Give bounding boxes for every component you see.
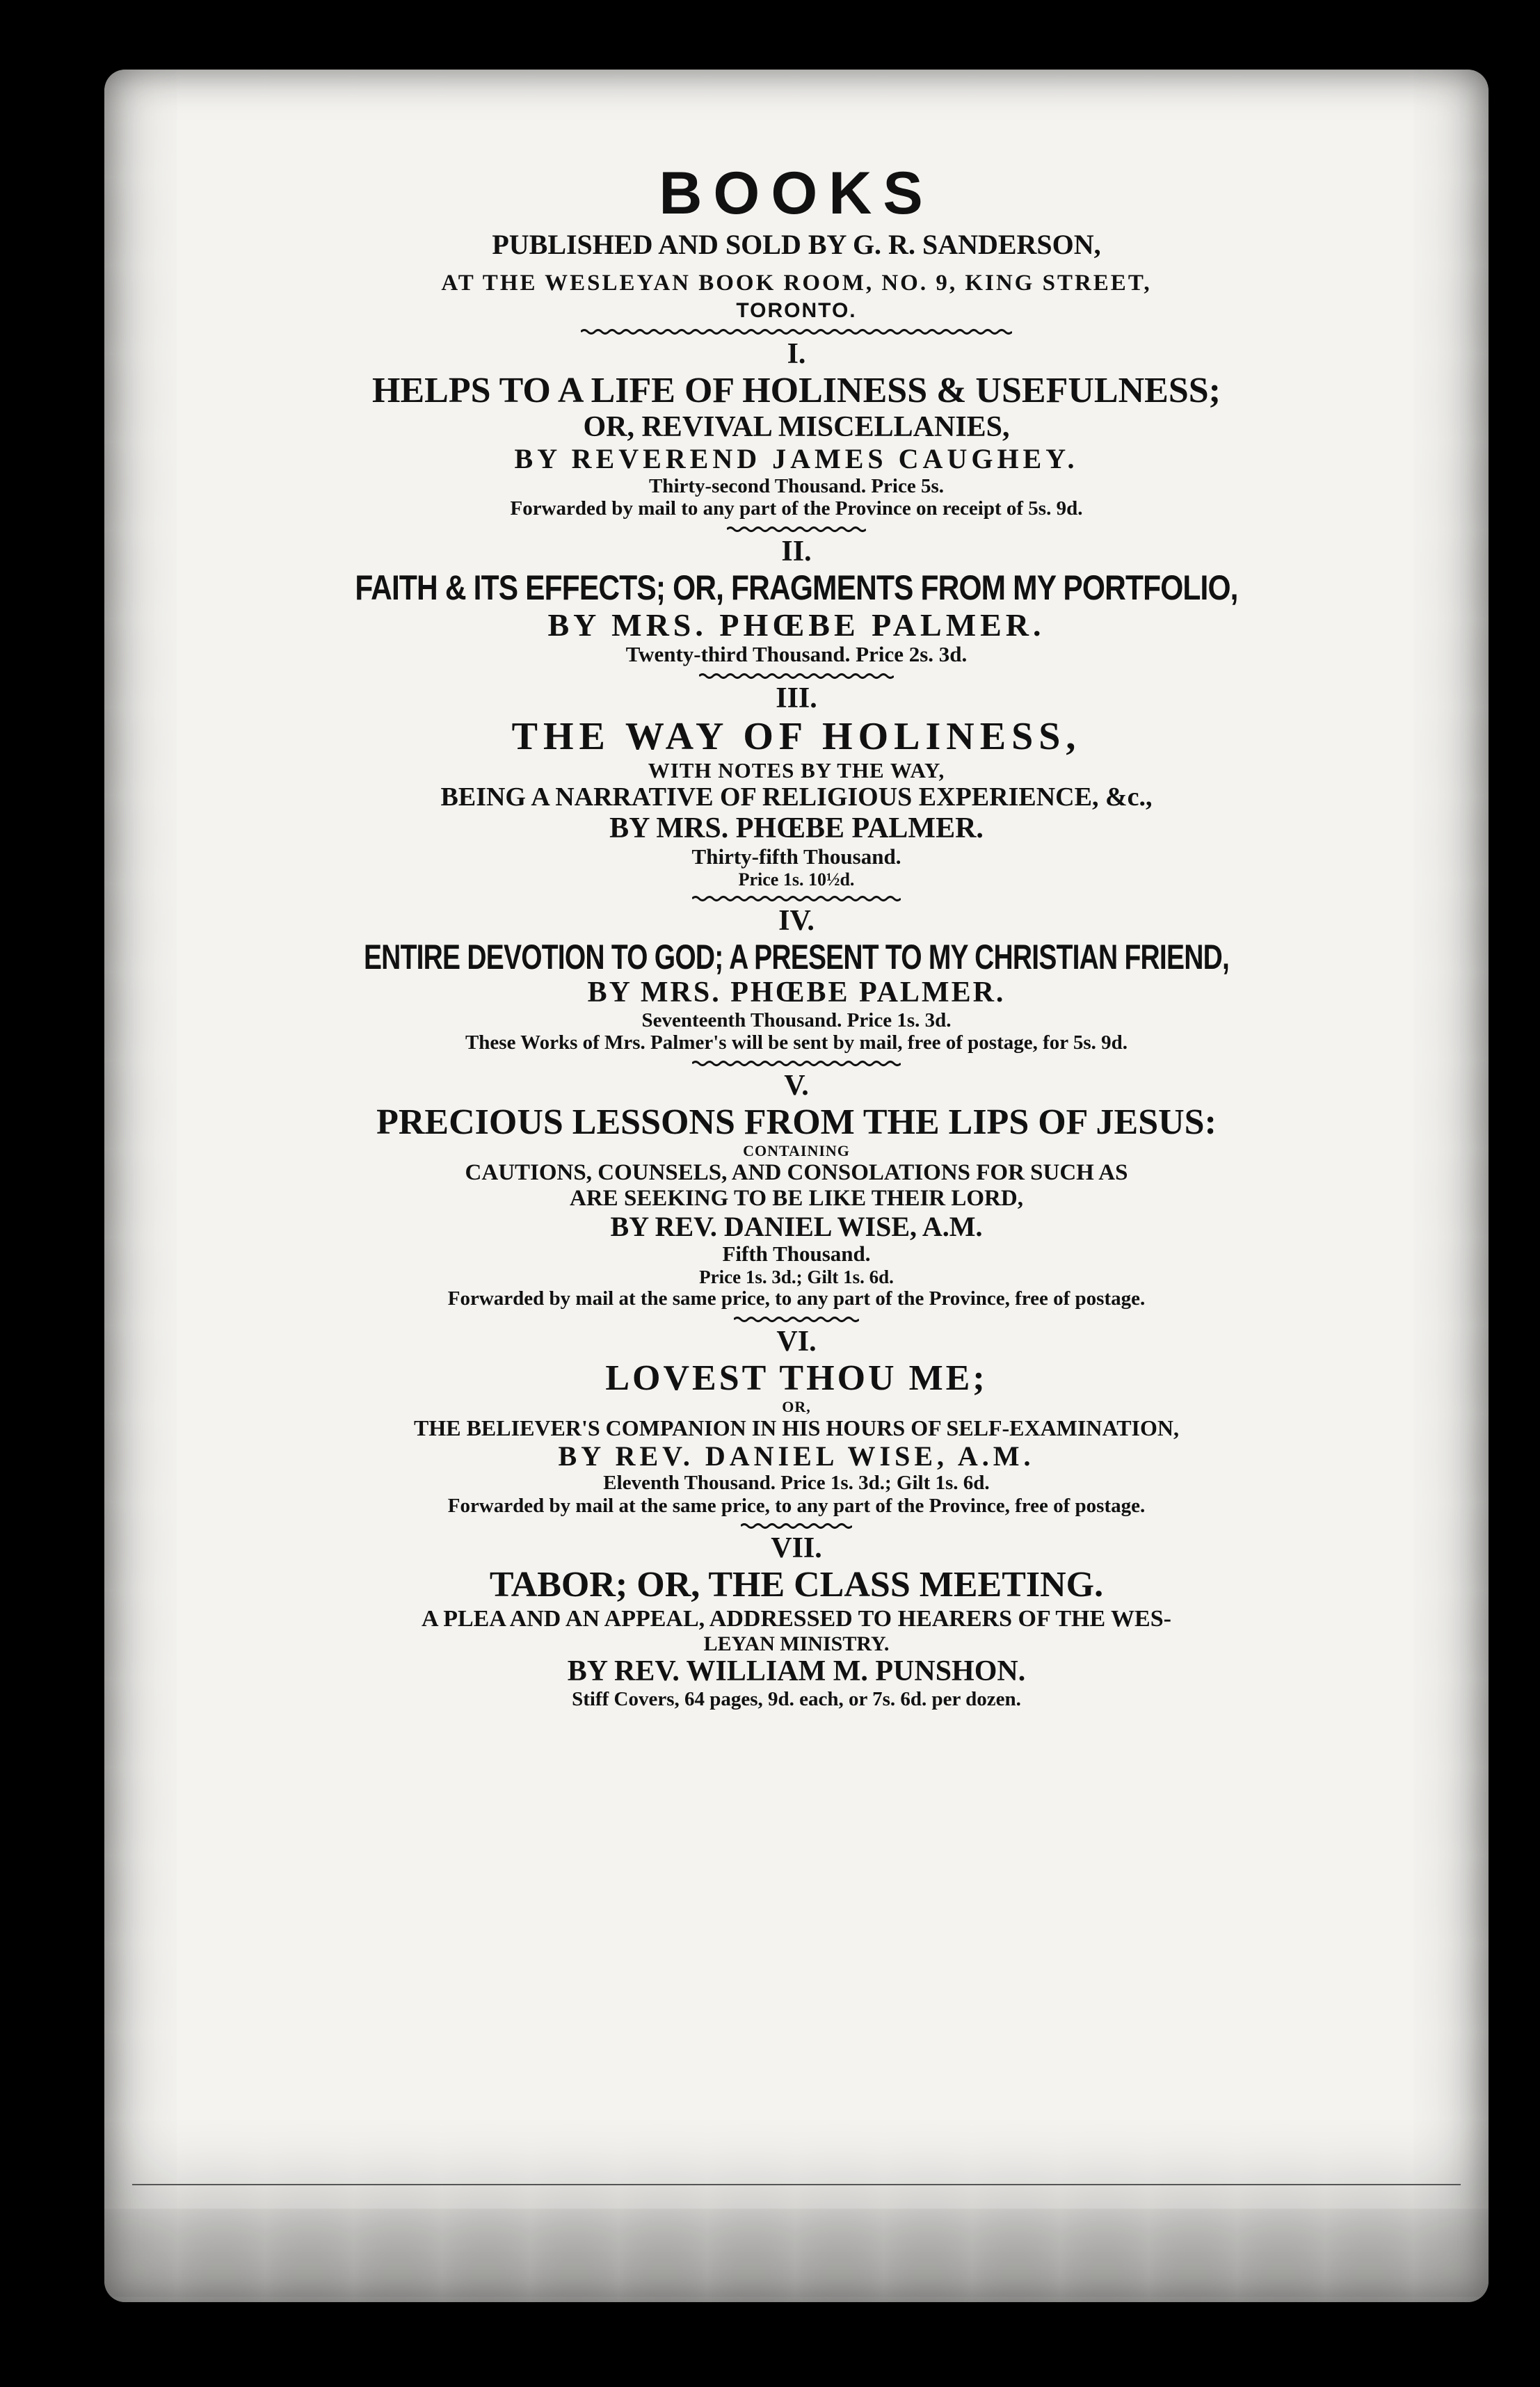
- book-4-note: These Works of Mrs. Palmer's will be sent by mail, free of postage, for 5s. 9d.: [465, 1031, 1128, 1054]
- book-5-title: PRECIOUS LESSONS FROM THE LIPS OF JESUS:: [376, 1102, 1217, 1142]
- book-7-title: TABOR; OR, THE CLASS MEETING.: [489, 1565, 1104, 1605]
- wavy-divider: [160, 1316, 1433, 1323]
- wavy-divider: [160, 673, 1433, 680]
- book-5-edition: Fifth Thousand.: [722, 1241, 871, 1267]
- book-5-note: Forwarded by mail at the same price, to any part of the Province, free of postage.: [447, 1287, 1146, 1310]
- book-7-subtitle-2: LEYAN MINISTRY.: [703, 1632, 890, 1655]
- book-6-note: Forwarded by mail at the same price, to any part of the Province, free of postage.: [447, 1494, 1146, 1517]
- book-1-numeral: I.: [787, 337, 806, 370]
- book-5-subtitle: CAUTIONS, COUNSELS, AND CONSOLATIONS FOR SUCH AS: [465, 1159, 1128, 1185]
- book-7-numeral: VII.: [771, 1532, 822, 1565]
- wavy-divider: [160, 895, 1433, 902]
- book-6-author: BY REV. DANIEL WISE, A.M.: [558, 1440, 1035, 1472]
- book-5-subtitle-2: ARE SEEKING TO BE LIKE THEIR LORD,: [570, 1185, 1023, 1211]
- book-1-subtitle: OR, REVIVAL MISCELLANIES,: [583, 410, 1010, 443]
- book-3-author: BY MRS. PHŒBE PALMER.: [609, 812, 984, 844]
- publisher-line: PUBLISHED AND SOLD BY G. R. SANDERSON,: [492, 229, 1101, 261]
- book-5-author: BY REV. DANIEL WISE, A.M.: [610, 1210, 983, 1242]
- book-6-numeral: VI.: [776, 1325, 817, 1358]
- book-5-numeral: V.: [784, 1069, 809, 1102]
- book-2-author: BY MRS. PHŒBE PALMER.: [547, 606, 1045, 643]
- book-1-edition: Thirty-second Thousand. Price 5s.: [648, 474, 945, 497]
- book-6-edition: Eleventh Thousand. Price 1s. 3d.; Gilt 1s. 6d.: [603, 1472, 990, 1495]
- address-line: AT THE WESLEYAN BOOK ROOM, NO. 9, KING STREET,: [441, 271, 1152, 296]
- book-5-containing: CONTAINING: [743, 1142, 850, 1160]
- book-3-title: THE WAY OF HOLINESS,: [511, 714, 1082, 758]
- book-6-subtitle: THE BELIEVER'S COMPANION IN HIS HOURS OF SELF-EXAMINATION,: [414, 1415, 1179, 1440]
- wavy-divider: [160, 328, 1433, 335]
- book-1-note: Forwarded by mail to any part of the Province on receipt of 5s. 9d.: [510, 497, 1083, 520]
- book-4-numeral: IV.: [778, 904, 815, 937]
- book-7-edition: Stiff Covers, 64 pages, 9d. each, or 7s. 6d. per dozen.: [572, 1688, 1021, 1711]
- book-3-subtitle-2: BEING A NARRATIVE OF RELIGIOUS EXPERIENCE, &c.,: [440, 782, 1153, 812]
- book-6-title: LOVEST THOU ME;: [605, 1358, 988, 1398]
- book-7-author: BY REV. WILLIAM M. PUNSHON.: [567, 1655, 1026, 1688]
- book-3-numeral: III.: [776, 682, 817, 714]
- book-4-author: BY MRS. PHŒBE PALMER.: [587, 976, 1006, 1008]
- wavy-divider: [160, 1060, 1433, 1067]
- book-6-or: OR,: [782, 1398, 811, 1416]
- book-1-title: HELPS TO A LIFE OF HOLINESS & USEFULNESS;: [372, 370, 1221, 410]
- book-3-price: Price 1s. 10½d.: [738, 869, 855, 890]
- book-3-edition: Thirty-fifth Thousand.: [691, 844, 901, 869]
- wavy-divider: [160, 526, 1433, 533]
- book-4-edition: Seventeenth Thousand. Price 1s. 3d.: [641, 1008, 952, 1031]
- book-4-title: ENTIRE DEVOTION TO GOD; A PRESENT TO MY CHRISTIAN FRIEND,: [363, 937, 1230, 976]
- printed-page: [104, 70, 1489, 2302]
- city-line: TORONTO.: [736, 299, 857, 323]
- book-1-author: BY REVEREND JAMES CAUGHEY.: [514, 442, 1079, 474]
- book-5-price: Price 1s. 3d.; Gilt 1s. 6d.: [699, 1267, 894, 1288]
- book-2-edition: Twenty-third Thousand. Price 2s. 3d.: [625, 642, 968, 667]
- page-title: BOOKS: [659, 160, 934, 227]
- bottom-rule: [132, 2184, 1461, 2185]
- book-2-title: FAITH & ITS EFFECTS; OR, FRAGMENTS FROM MY PORTFOLIO,: [355, 568, 1238, 607]
- book-3-subtitle: WITH NOTES BY THE WAY,: [648, 757, 945, 782]
- book-2-numeral: II.: [781, 535, 812, 568]
- wavy-divider: [160, 1522, 1433, 1529]
- advertisement-content: [160, 160, 1433, 1711]
- book-7-subtitle: A PLEA AND AN APPEAL, ADDRESSED TO HEARERS OF THE WES-: [422, 1605, 1171, 1632]
